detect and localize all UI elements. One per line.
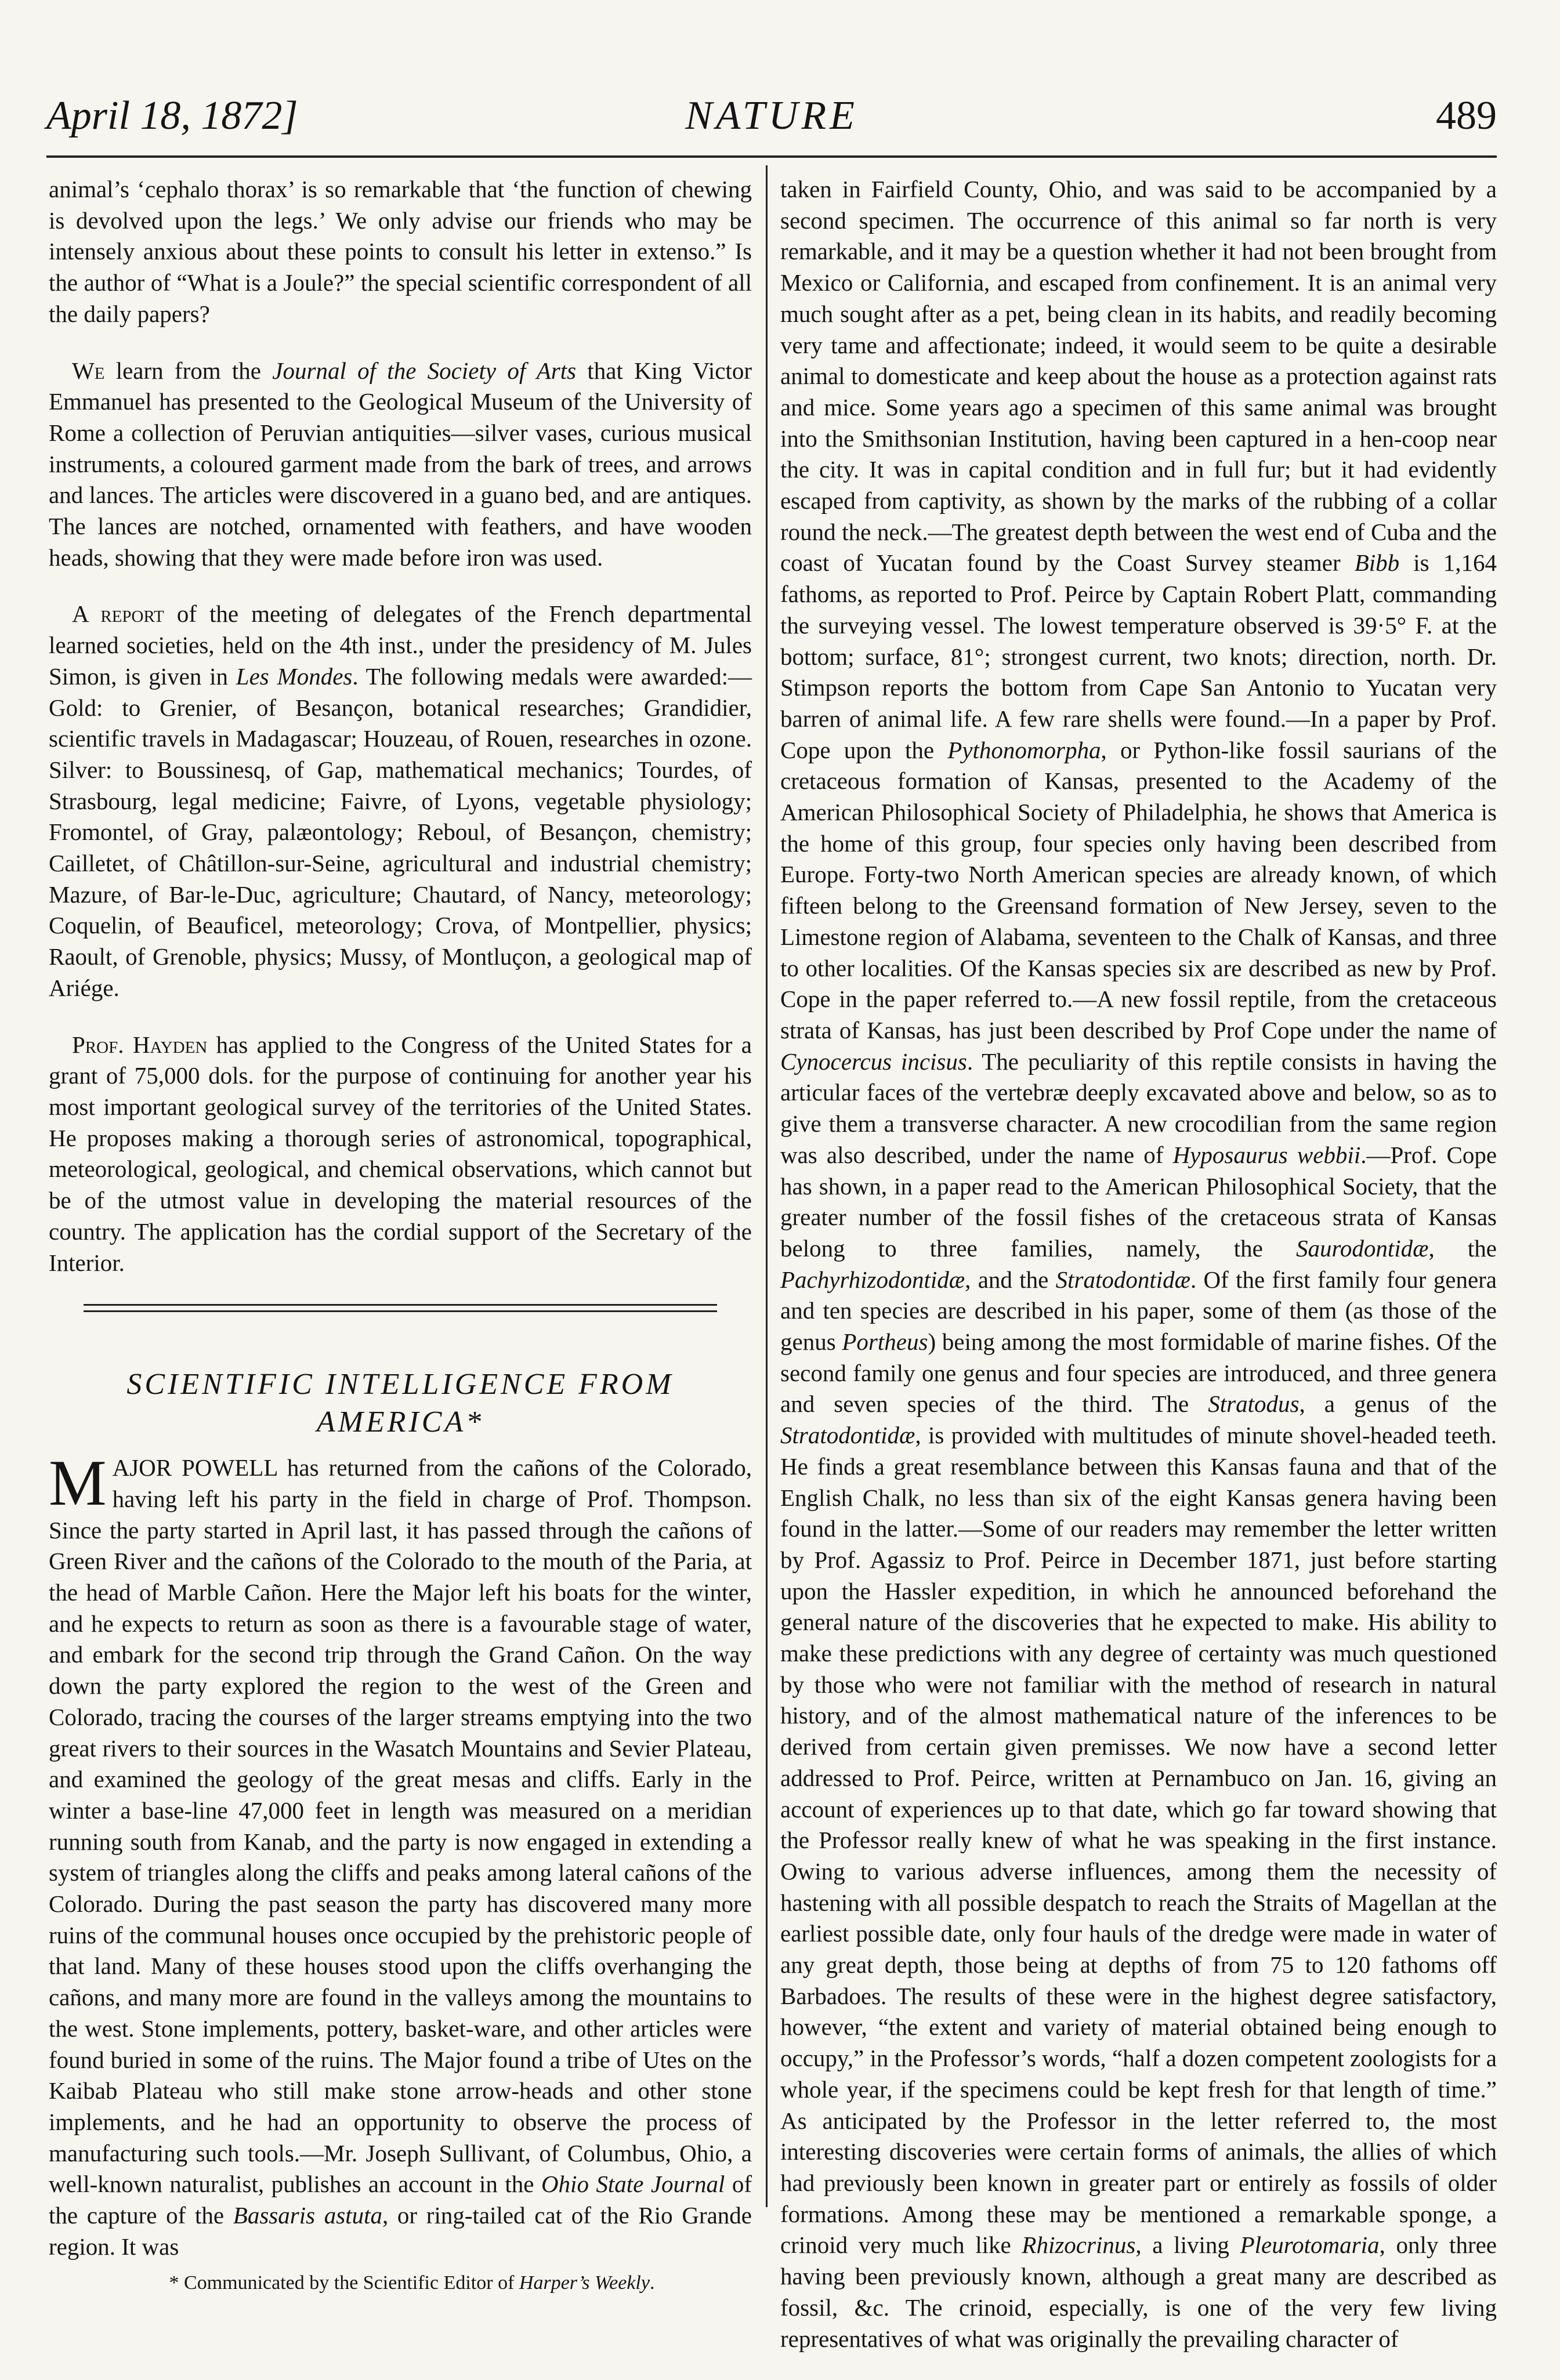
footnote: [49, 2270, 752, 2296]
lead-word: A report: [72, 600, 164, 628]
text-run: ) being among the most formidable of marine fishes. Of the second family one genus and four species are introduced, and three genera and seven species of the third. The: [780, 1328, 1497, 1418]
text-run: , only three having been previously known, although a great many are described as fossil, &c. The crinoid, especially, is one of the very few living representatives of what was originally the prevailing character of: [780, 2232, 1497, 2352]
page-header: [46, 87, 1497, 151]
issue-date: April 18, 1872]: [46, 93, 298, 138]
text-run: , or ring-tailed cat of the Rio Grande region. It was: [49, 2202, 752, 2260]
paragraph-hayden: [49, 1030, 752, 1279]
taxon-name: Cynocercus incisus: [780, 1048, 967, 1075]
section-title: SCIENTIFIC INTELLIGENCE FROM AMERICA*: [126, 1368, 674, 1439]
taxon-name: Hyposaurus webbii: [1172, 1141, 1361, 1168]
taxon-name: Pythonomorpha: [947, 736, 1101, 763]
taxon-name: Stratodontidæ: [1055, 1266, 1190, 1293]
paragraph-continuation: [780, 174, 1497, 2354]
text-run: of the meeting of delegates of the French departmental learned societies, held on the 4th inst., under the presidency of M. Jules Simon, is given in: [49, 600, 752, 690]
text-run: , a living: [1135, 2232, 1240, 2259]
journal-title: NATURE: [685, 93, 858, 138]
text-run: has applied to the Congress of the United States for a grant of 75,000 dols. for the purpose of continuing for another year his most important geological survey of the territories of the United States. He proposes making a thorough series of astronomical, topographical, meteorological, geological, and chemical observations, which cannot but be of the utmost value in developing the material resources of the country. The application has the cordial support of the Secretary of the Interior.: [49, 1031, 752, 1276]
text-run: .: [649, 2272, 655, 2294]
text-run: that King Victor Emmanuel has presented to the Geological Museum of the University of Rome a collection of Peruvian antiquities—silver vases, curious musical instruments, a coloured garment made from the bark of trees, and arrows and lances. The articles were discovered in a guano bed, and are antiques. The lances are notched, ornamented with feathers, and have wooden heads, showing that they were made before iron was used.: [49, 357, 752, 571]
text-run: , is provided with multitudes of minute shovel-headed teeth. He finds a great resemblance between this Kansas fauna and that of the English Chalk, no less than six of the eight Kansas genera having been found in the latter.—Some of our readers may remember the letter written by Prof. Agassiz to Prof. Peirce in December 1871, just before starting upon the Hassler expedition, in which he announced beforehand the general nature of the discoveries that he expected to make. His ability to make these predictions with any degree of certainty was much questioned by those who were not familiar with the method of research in natural history, and of the almost mathematical nature of the inferences to be derived from certain given premisses. We now have a second letter addressed to Prof. Peirce, written at Pernambuco on Jan. 16, giving an account of experiences up to that date, which go far toward showing that the Professor really knew of what he was speaking in the first instance. Owing to various adverse influences, among them the necessity of hastening with all possible despatch to reach the Straits of Magellan at the earliest possible date, only four hauls of the dredge were made in water of any great depth, those being at depths of from 75 to 120 fathoms off Barbadoes. The results of these were in the highest degree satisfactory, however, “the extent and variety of material obtained being enough to occupy,” in the Professor’s words, “half a dozen competent zoologists for a whole year, if the specimens could be kept fresh for that length of time.” As anticipated by the Professor in the letter referred to, the most interesting discoveries were certain forms of animals, the allies of which had previously been known in greater part or entirely as fossils of older formations. Among these may be mentioned a remarkable sponge, a crinoid very much like: [780, 1422, 1497, 2259]
text-run: has returned from the cañons of the Colorado, having left his party in the field in charge of Prof. Thompson. Since the party started in April last, it has passed through the cañons of Green River and the cañons of the Colorado to the mouth of the Paria, at the head of Marble Cañon. Here the Major left his boats for the winter, and he expects to return as soon as there is a favourable stage of water, and embark for the second trip through the Grand Cañon. On the way down the party explored the region to the west of the Green and Colorado, tracing the courses of the larger streams emptying into the two great rivers to their sources in the Wasatch Mountains and Sevier Plateau, and examined the geology of the great mesas and cliffs. Early in the winter a base-line 47,000 feet in length was measured on a meridian running south from Kanab, and the party is now engaged in extending a system of triangles along the cliffs and peaks among lateral cañons of the Colorado. During the past season the party has discovered many more ruins of the communal houses once occupied by the prehistoric people of that land. Many of these houses stood upon the cliffs overhanging the cañons, and many more are found in the valleys among the mountains to the west. Stone implements, pottery, basket-ware, and other articles were found buried in some of the ruins. The Major found a tribe of Utes on the Kaibab Plateau who still make stone arrow-heads and other stone implements, and he had an opportunity to observe the process of manufacturing such tools.—Mr. Joseph Sullivant, of Columbus, Ohio, a well-known naturalist, publishes an account in the: [49, 1454, 752, 2198]
text-run: , the: [1428, 1234, 1497, 1262]
journal-name: Harper’s Weekly: [519, 2272, 650, 2294]
header-rule: [46, 155, 1497, 158]
lead-word: We: [72, 357, 105, 384]
taxon-name: Saurodontidæ: [1295, 1234, 1429, 1262]
taxon-name: Rhizocrinus: [1022, 2232, 1136, 2259]
taxon-name: Stratodontidæ: [780, 1422, 915, 1449]
paragraph-french-societies: [49, 599, 752, 1004]
journal-name: Ohio State Journal: [541, 2171, 725, 2198]
paragraph-powell: [49, 1447, 752, 2262]
text-run: . The following medals were awarded:—Gold: to Grenier, of Besançon, botanical researches; Grandidier, scientific travels in Madagascar; Houzeau, of Rouen, researches in ozone. Silver: to Boussinesq, of Gap, mathematical mechanics; Tourdes, of Strasbourg, legal medicine; Faivre, of Lyons, vegetable physiology; Fromontel, of Gray, palæontology; Reboul, of Besançon, chemistry; Cailletet, of Châtillon-sur-Seine, agricultural and industrial chemistry; Mazure, of Bar-le-Duc, agriculture; Chautard, of Nancy, meteorology; Coquelin, of Beauficel, meteorology; Crova, of Montpellier, physics; Raoult, of Grenoble, physics; Mussy, of Montluçon, a geological map of Ariége.: [49, 662, 752, 1001]
drop-cap: M: [49, 1447, 107, 1520]
text-run: . Of the first family four genera and ten species are described in his paper, some of them (as those of the genus: [780, 1266, 1497, 1356]
journal-name: Journal of the Society of Arts: [272, 357, 577, 384]
text-run: * Communicated by the Scientific Editor of: [169, 2272, 519, 2294]
ship-name: Bibb: [1354, 549, 1400, 577]
taxon-name: Stratodus: [1208, 1390, 1300, 1418]
right-column: [780, 174, 1497, 2380]
lead-word: AJOR POWELL: [112, 1454, 277, 1481]
text-run: taken in Fairfield County, Ohio, and was said to be accompanied by a second specimen. The occurrence of this animal so far north is very remarkable, and it may be a question whether it had not been brought from Mexico or California, and escaped from confinement. It is an animal very much sought after as a pet, being clean in its habits, and readily becoming very tame and affectionate; indeed, it would seem to be quite a desirable animal to domesticate and keep about the house as a protection against rats and mice. Some years ago a specimen of this same animal was brought into the Smithsonian Institution, having been captured in a hen-coop near the city. It was in capital condition and in full fur; but it had evidently escaped from captivity, as shown by the marks of the rubbing of a collar round the neck.—The greatest depth between the west end of Cuba and the coast of Yucatan found by the Coast Survey steamer: [780, 176, 1497, 577]
lead-word: Prof. Hayden: [72, 1031, 208, 1058]
paragraph-continuation: animal’s ‘cephalo thorax’ is so remarkable that ‘the function of chewing is devolved upon the legs.’ We only advise our friends who may be intensely anxious about these points to consult his letter in extenso.” Is the author of “What is a Joule?” the special scientific correspondent of all the daily papers?: [49, 176, 752, 327]
taxon-name: Pachyrhizodontidæ: [780, 1266, 965, 1293]
column-divider: [766, 165, 768, 2207]
text-run: , and the: [965, 1266, 1056, 1293]
text-run: is 1,164 fathoms, as reported to Prof. Peirce by Captain Robert Platt, commanding the surveying vessel. The lowest temperature observed is 39·5° F. at the bottom; surface, 81°; strongest current, two knots; direction, north. Dr. Stimpson reports the bottom from Cape San Antonio to Yucatan very barren of animal life. A few rare shells were found.—In a paper by Prof. Cope upon the: [780, 549, 1497, 763]
journal-name: Les Mondes: [236, 662, 353, 690]
section-rule: [84, 1304, 717, 1306]
text-run: , a genus of the: [1299, 1390, 1497, 1418]
left-column: [49, 174, 752, 2296]
text-run: , or Python-like fossil saurians of the cretaceous formation of Kansas, presented to the Academy of the American Philosophical Society of Philadelphia, he shows that America is the home of this group, four species only having been described from Europe. Forty-two North American species are already known, of which fifteen belong to the Greensand formation of New Jersey, seven to the Limestone region of Alabama, seventeen to the Chalk of Kansas, and three to other localities. Of the Kansas species six are described as new by Prof. Cope in the paper referred to.—A new fossil reptile, from the cretaceous strata of Kansas, has just been described by Prof Cope under the name of: [780, 736, 1497, 1044]
species-name: Bassaris astuta: [233, 2202, 382, 2229]
text-run: learn from the: [104, 357, 273, 384]
taxon-name: Portheus: [842, 1328, 928, 1356]
text-run: .—Prof. Cope has shown, in a paper read to the American Philosophical Society, that the greater number of the fossil fishes of the cretaceous strata of Kansas belong to three families, namely, the: [780, 1141, 1497, 1262]
taxon-name: Pleurotomaria: [1240, 2232, 1380, 2259]
paragraph-victor-emmanuel: [49, 356, 752, 574]
text-run: . The peculiarity of this reptile consists in having the articular faces of the vertebræ deeply excavated above and below, so as to give them a transverse character. A new crocodilian from the same region was also described, under the name of: [780, 1048, 1497, 1168]
section-rule: [84, 1310, 717, 1312]
text-run: of the capture of the: [49, 2171, 752, 2229]
page-number: 489: [1436, 93, 1497, 138]
